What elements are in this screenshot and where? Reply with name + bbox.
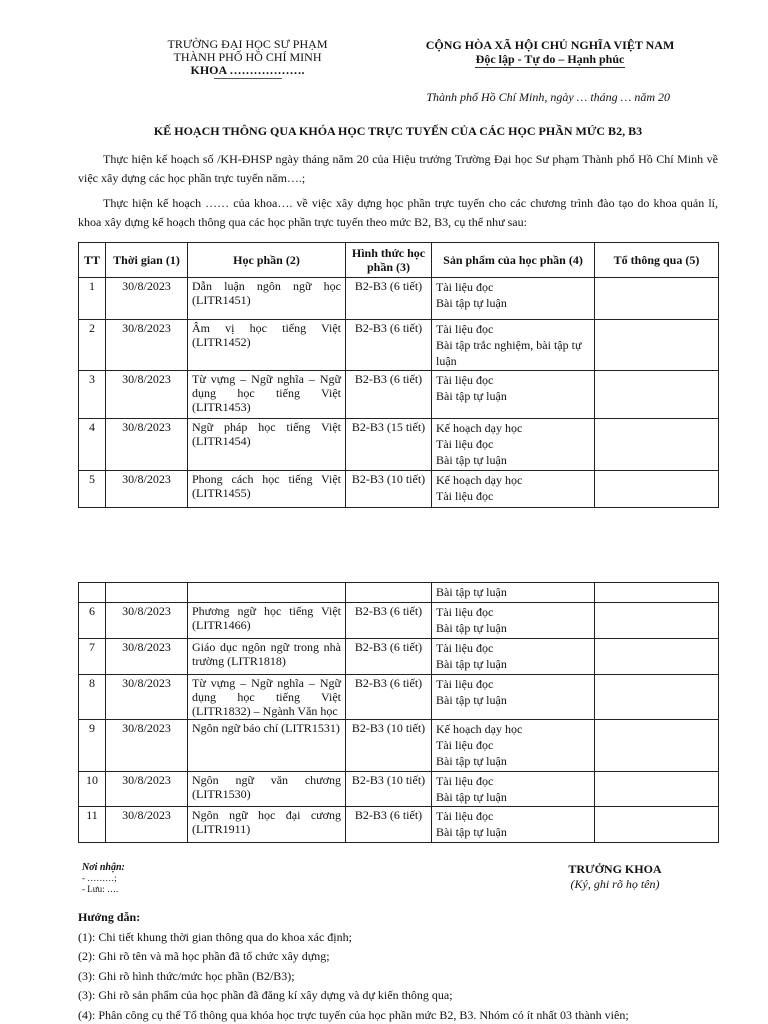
cell-form: B2-B3 (6 tiết) <box>346 675 432 720</box>
product-item: Tài liệu đọc <box>436 738 494 752</box>
document-title: KẾ HOẠCH THÔNG QUA KHÓA HỌC TRỰC TUYẾN CỦA CÁC HỌC PHẦN MỨC B2, B3 <box>153 124 643 138</box>
signature-note: (Ký, ghi rõ họ tên) <box>570 877 660 891</box>
cell-time: 30/8/2023 <box>106 603 188 639</box>
cell-form: B2-B3 (15 tiết) <box>346 419 432 471</box>
product-item: Tài liệu đọc <box>436 280 494 294</box>
cell-time: 30/8/2023 <box>106 720 188 772</box>
table-continuation-row <box>79 583 719 603</box>
cell-committee <box>595 419 719 471</box>
product-item: Bài tập tự luận <box>436 585 507 599</box>
cell-tt: 11 <box>79 807 106 843</box>
table-row <box>79 807 719 843</box>
cell-tt: 5 <box>79 471 106 508</box>
col-header-committee: Tổ thông qua (5) <box>595 243 719 278</box>
product-item: Bài tập tự luận <box>436 389 507 403</box>
plan-table-page2 <box>78 582 719 843</box>
faculty-name: KHOA ………………. <box>190 63 305 77</box>
cell-committee <box>595 371 719 419</box>
cell-products <box>432 583 595 603</box>
cell-committee <box>595 471 719 508</box>
cell-form: B2-B3 (10 tiết) <box>346 772 432 807</box>
cell-tt: 4 <box>79 419 106 471</box>
cell-tt: 2 <box>79 320 106 371</box>
recipients-label: Nơi nhận: <box>82 862 125 873</box>
product-item: Bài tập tự luận <box>436 296 507 310</box>
table-row <box>79 371 719 419</box>
product-item: Kế hoạch dạy học <box>436 473 523 487</box>
cell-course: Phương ngữ học tiếng Việt (LITR1466) <box>188 603 346 639</box>
cell-course: Từ vựng – Ngữ nghĩa – Ngữ dụng học tiếng Việt (LITR1832) – Ngành Văn học <box>188 675 346 720</box>
col-header-form: Hình thức học phần (3) <box>346 243 432 278</box>
school-header <box>150 38 345 79</box>
product-item: Bài tập tự luận <box>436 657 507 671</box>
cell-committee <box>595 772 719 807</box>
cell-time: 30/8/2023 <box>106 807 188 843</box>
cell-course: Giáo dục ngôn ngữ trong nhà trường (LITR1818) <box>188 639 346 675</box>
product-item: Tài liệu đọc <box>436 322 494 336</box>
cell-products <box>432 320 595 371</box>
product-item: Tài liệu đọc <box>436 774 494 788</box>
col-header-tt: TT <box>79 243 106 278</box>
cell-tt: 7 <box>79 639 106 675</box>
cell-products <box>432 603 595 639</box>
signature-block <box>540 862 690 892</box>
table-row <box>79 639 719 675</box>
product-item: Kế hoạch dạy học <box>436 722 523 736</box>
signature-title: TRƯỞNG KHOA <box>568 862 662 876</box>
header-left-divider <box>214 78 282 79</box>
recipient-item: - ………; <box>82 873 117 883</box>
guide-heading: Hướng dẫn: <box>78 910 141 924</box>
product-item: Kế hoạch dạy học <box>436 421 523 435</box>
table-row <box>79 320 719 371</box>
guide-item: (3): Ghi rõ hình thức/mức học phần (B2/B3); <box>78 968 295 983</box>
cell-time: 30/8/2023 <box>106 278 188 320</box>
cell-products <box>432 772 595 807</box>
cell-time: 30/8/2023 <box>106 371 188 419</box>
product-item: Tài liệu đọc <box>436 437 494 451</box>
cell-course: Ngữ pháp học tiếng Việt (LITR1454) <box>188 419 346 471</box>
product-item: Tài liệu đọc <box>436 489 494 503</box>
product-item: Bài tập tự luận <box>436 790 507 804</box>
table-row <box>79 278 719 320</box>
product-item: Bài tập tự luận <box>436 825 507 839</box>
col-header-course: Học phần (2) <box>188 243 346 278</box>
header-right-divider <box>475 67 625 68</box>
cell-tt: 6 <box>79 603 106 639</box>
product-item: Tài liệu đọc <box>436 641 494 655</box>
recipients-block <box>82 862 125 895</box>
product-item: Tài liệu đọc <box>436 373 494 387</box>
intro-paragraph-1: Thực hiện kế hoạch số /KH-ĐHSP ngày tháng năm 20 của Hiệu trưởng Trường Đại học Sư phạm Thành phố Hồ Chí Minh về việc xây dựng các học phần trực tuyến năm….; <box>78 152 718 185</box>
recipient-item: - Lưu: …. <box>82 884 119 894</box>
cell-committee <box>595 603 719 639</box>
cell-products <box>432 471 595 508</box>
cell-products <box>432 675 595 720</box>
table-row <box>79 720 719 772</box>
cell-products <box>432 371 595 419</box>
cell-products <box>432 419 595 471</box>
cell-form: B2-B3 (6 tiết) <box>346 371 432 419</box>
cell-tt: 3 <box>79 371 106 419</box>
guide-item: (2): Ghi rõ tên và mã học phần đã tổ chức xây dựng; <box>78 949 330 963</box>
guide-section <box>78 908 718 1024</box>
table-row <box>79 675 719 720</box>
cell-form: B2-B3 (6 tiết) <box>346 639 432 675</box>
cell-products <box>432 807 595 843</box>
col-header-time: Thời gian (1) <box>106 243 188 278</box>
guide-item: (1): Chi tiết khung thời gian thông qua do khoa xác định; <box>78 929 352 944</box>
cell-products <box>432 278 595 320</box>
cell-course: Ngôn ngữ báo chí (LITR1531) <box>188 720 346 772</box>
plan-table-page1 <box>78 242 719 508</box>
national-header <box>410 38 690 68</box>
cell-committee <box>595 807 719 843</box>
table-row <box>79 419 719 471</box>
cell-form: B2-B3 (10 tiết) <box>346 720 432 772</box>
product-item: Tài liệu đọc <box>436 809 494 823</box>
guide-item: (3): Ghi rõ sản phẩm của học phần đã đăng kí xây dựng và dự kiến thông qua; <box>78 988 453 1002</box>
product-item: Tài liệu đọc <box>436 605 494 619</box>
cell-time: 30/8/2023 <box>106 419 188 471</box>
cell-form: B2-B3 (6 tiết) <box>346 320 432 371</box>
cell-products <box>432 639 595 675</box>
cell-committee <box>595 639 719 675</box>
col-header-products: Sản phẩm của học phần (4) <box>432 243 595 278</box>
product-item: Tài liệu đọc <box>436 677 494 691</box>
cell-form <box>346 583 432 603</box>
product-item: Bài tập tự luận <box>436 693 507 707</box>
cell-course: Phong cách học tiếng Việt (LITR1455) <box>188 471 346 508</box>
cell-tt: 10 <box>79 772 106 807</box>
cell-products <box>432 720 595 772</box>
cell-time: 30/8/2023 <box>106 639 188 675</box>
cell-course: Từ vựng – Ngữ nghĩa – Ngữ dụng học tiếng Việt (LITR1453) <box>188 371 346 419</box>
cell-form: B2-B3 (6 tiết) <box>346 603 432 639</box>
cell-committee <box>595 675 719 720</box>
cell-tt: 9 <box>79 720 106 772</box>
product-item: Bài tập tự luận <box>436 621 507 635</box>
table-row <box>79 603 719 639</box>
cell-course: Ngôn ngữ văn chương (LITR1530) <box>188 772 346 807</box>
table-row <box>79 471 719 508</box>
national-title: CỘNG HÒA XÃ HỘI CHỦ NGHĨA VIỆT NAM <box>425 38 675 52</box>
cell-committee <box>595 720 719 772</box>
national-motto: Độc lập - Tự do – Hạnh phúc <box>475 52 625 66</box>
cell-time <box>106 583 188 603</box>
cell-time: 30/8/2023 <box>106 675 188 720</box>
table-header-row <box>79 243 719 278</box>
intro-paragraph-2: Thực hiện kế hoạch …… của khoa…. về việc xây dựng học phần trực tuyến cho các chương trình đào tạo do khoa quản lí, khoa xây dựng kế hoạch thông qua các học phần trực tuyến theo mức B2, B3, cụ thể như sau: <box>78 196 718 229</box>
cell-tt: 1 <box>79 278 106 320</box>
cell-course: Ngôn ngữ học đại cương (LITR1911) <box>188 807 346 843</box>
cell-tt: 8 <box>79 675 106 720</box>
cell-time: 30/8/2023 <box>106 471 188 508</box>
school-city: THÀNH PHỐ HỒ CHÍ MINH <box>173 50 322 64</box>
cell-course: Âm vị học tiếng Việt (LITR1452) <box>188 320 346 371</box>
cell-committee <box>595 278 719 320</box>
cell-committee <box>595 320 719 371</box>
product-item: Bài tập trắc nghiệm, bài tập tự luận <box>436 338 582 368</box>
cell-tt <box>79 583 106 603</box>
product-item: Bài tập tự luận <box>436 453 507 467</box>
table-row <box>79 772 719 807</box>
cell-course: Dẫn luận ngôn ngữ học (LITR1451) <box>188 278 346 320</box>
cell-time: 30/8/2023 <box>106 772 188 807</box>
cell-time: 30/8/2023 <box>106 320 188 371</box>
cell-committee <box>595 583 719 603</box>
cell-form: B2-B3 (10 tiết) <box>346 471 432 508</box>
school-name: TRƯỜNG ĐẠI HỌC SƯ PHẠM <box>167 37 328 51</box>
cell-course <box>188 583 346 603</box>
place-date: Thành phố Hồ Chí Minh, ngày … tháng … năm 20 <box>426 90 670 104</box>
cell-form: B2-B3 (6 tiết) <box>346 278 432 320</box>
guide-item: (4): Phân công cụ thể Tổ thông qua khóa học trực tuyến của học phần mức B2, B3. Nhóm có ít nhất 03 thành viên; <box>78 1007 629 1022</box>
product-item: Bài tập tự luận <box>436 754 507 768</box>
cell-form: B2-B3 (6 tiết) <box>346 807 432 843</box>
